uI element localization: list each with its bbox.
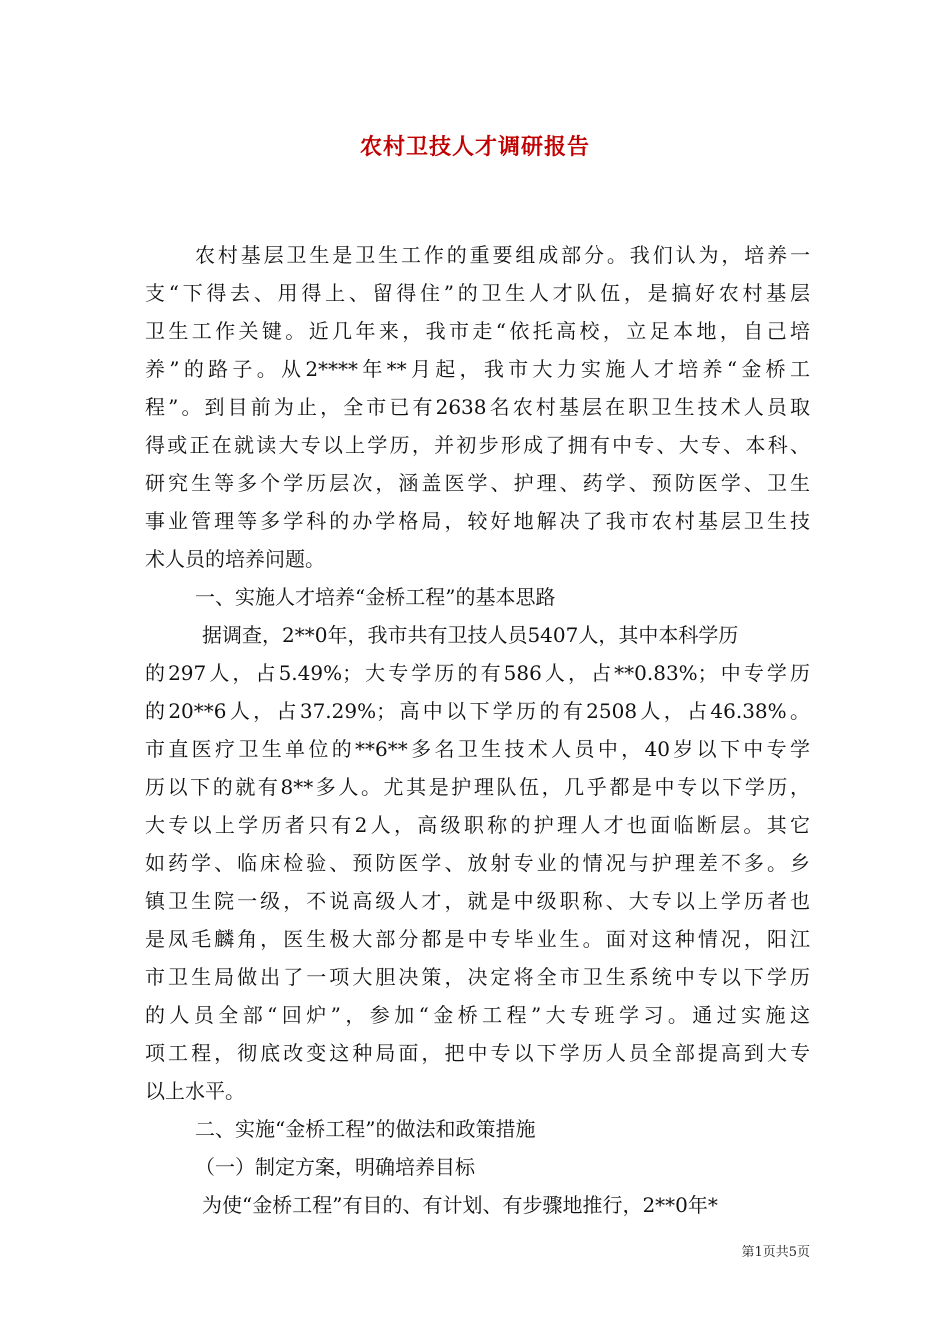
paragraph-line: 大专以上学历者只有2人，高级职称的护理人才也面临断层。其它	[145, 813, 810, 837]
paragraph-line: 市卫生局做出了一项大胆决策，决定将全市卫生系统中专以下学历	[145, 965, 810, 989]
paragraph-line: 镇卫生院一级，不说高级人才，就是中级职称、大专以上学历者也	[145, 889, 810, 913]
paragraph-line: 市直医疗卫生单位的**6**多名卫生技术人员中，40岁以下中专学	[145, 737, 810, 761]
paragraph-line: 的297人，占5.49%；大专学历的有586人，占**0.83%；中专学历	[145, 661, 810, 685]
paragraph-line: 支“下得去、用得上、留得住”的卫生人才队伍，是搞好农村基层	[145, 281, 810, 305]
paragraph-line: 卫生工作关键。近几年来，我市走“依托高校，立足本地，自己培	[145, 319, 810, 343]
paragraph-line: 的人员全部“回炉”，参加“金桥工程”大专班学习。通过实施这	[145, 1003, 810, 1027]
paragraph-line: 项工程，彻底改变这种局面，把中专以下学历人员全部提高到大专	[145, 1041, 810, 1065]
paragraph-line: 据调查，2**0年，我市共有卫技人员5407人，其中本科学历	[202, 623, 739, 647]
section-heading: 一、实施人才培养“金桥工程”的基本思路	[195, 585, 556, 609]
paragraph-line: 历以下的就有8**多人。尤其是护理队伍，几乎都是中专以下学历，	[145, 775, 810, 799]
paragraph-line: 农村基层卫生是卫生工作的重要组成部分。我们认为，培养一	[195, 243, 810, 267]
paragraph-line: 是凤毛麟角，医生极大部分都是中专毕业生。面对这种情况，阳江	[145, 927, 810, 951]
paragraph-line: 的20**6人，占37.29%；高中以下学历的有2508人，占46.38%。	[145, 699, 810, 723]
paragraph-line: 事业管理等多学科的办学格局，较好地解决了我市农村基层卫生技	[145, 509, 810, 533]
document-title: 农村卫技人才调研报告	[359, 134, 590, 160]
page-number: 第1页共5页	[741, 1245, 810, 1260]
paragraph-line: 如药学、临床检验、预防医学、放射专业的情况与护理差不多。乡	[145, 851, 810, 875]
paragraph-line: 以上水平。	[145, 1079, 245, 1103]
paragraph-line: 养”的路子。从2****年**月起，我市大力实施人才培养“金桥工	[145, 357, 810, 381]
paragraph-line: 研究生等多个学历层次，涵盖医学、护理、药学、预防医学、卫生	[145, 471, 810, 495]
paragraph-line: 为使“金桥工程”有目的、有计划、有步骤地推行，2**0年*	[202, 1193, 718, 1217]
paragraph-line: 程”。到目前为止，全市已有2638名农村基层在职卫生技术人员取	[145, 395, 810, 419]
section-heading: 二、实施“金桥工程”的做法和政策措施	[195, 1117, 536, 1141]
subsection-heading: （一）制定方案，明确培养目标	[195, 1155, 475, 1179]
paragraph-line: 得或正在就读大专以上学历，并初步形成了拥有中专、大专、本科、	[145, 433, 810, 457]
paragraph-line: 术人员的培养问题。	[145, 547, 325, 571]
